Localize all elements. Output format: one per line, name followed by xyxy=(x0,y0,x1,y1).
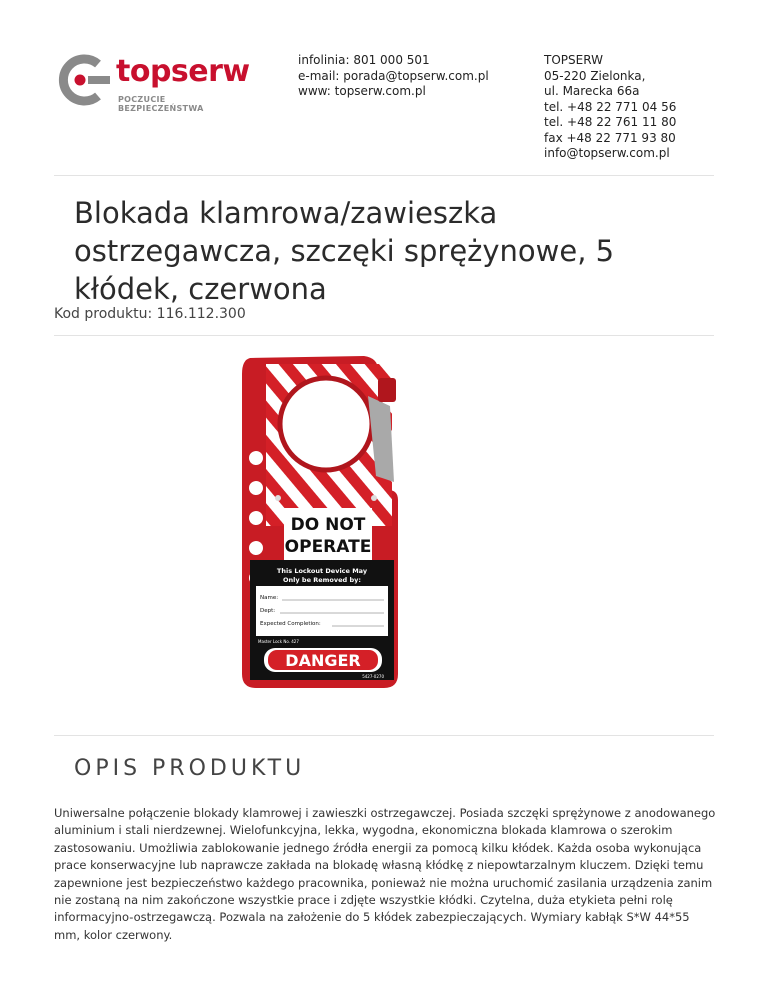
title-divider xyxy=(54,335,714,336)
logo-mark-icon xyxy=(54,54,112,106)
product-image xyxy=(238,350,404,692)
tag-part-number: 5427-0270 xyxy=(362,674,384,679)
company-tel-2: tel. +48 22 761 11 80 xyxy=(544,115,677,129)
description-heading: OPIS PRODUKTU xyxy=(74,756,306,781)
tag-expected-field: Expected Completion: xyxy=(260,621,321,627)
contact-primary xyxy=(298,53,489,100)
logo-tagline: POCZUCIE BEZPIECZEŃSTWA xyxy=(118,95,204,113)
www-link[interactable]: www: topserw.com.pl xyxy=(298,84,426,98)
tag-dept-field: Dept: xyxy=(260,608,276,614)
product-title: Blokada klamrowa/zawieszka ostrzegawcza, szczęki sprężynowe, 5 kłódek, czerwona xyxy=(74,196,615,306)
company-fax: fax +48 22 771 93 80 xyxy=(544,130,676,145)
company-postal: 05-220 Zielonka, xyxy=(544,68,646,83)
contact-company xyxy=(544,53,676,162)
logo-text: topserw xyxy=(116,54,250,89)
product-code: Kod produktu: 116.112.300 xyxy=(54,306,246,322)
tag-do-not: DO NOT xyxy=(290,515,366,535)
tag-lockout-line-1: This Lockout Device May xyxy=(276,567,368,575)
company-email-link[interactable]: info@topserw.com.pl xyxy=(544,146,670,160)
company-name: TOPSERW xyxy=(544,53,603,67)
tag-master-lock: Master Lock No. 427 xyxy=(258,639,299,644)
company-tel-1: tel. +48 22 771 04 56 xyxy=(544,99,677,114)
hotline-text: infolinia: 801 000 501 xyxy=(298,53,430,67)
header-divider xyxy=(54,175,714,176)
company-street: ul. Marecka 66a xyxy=(544,84,640,98)
tag-operate: OPERATE xyxy=(284,537,372,557)
description-divider xyxy=(54,735,714,736)
tag-name-field: Name: xyxy=(260,595,279,601)
tag-danger: DANGER xyxy=(285,651,361,670)
tag-lockout-line-2: Only be Removed by: xyxy=(283,576,361,584)
brand-logo[interactable] xyxy=(54,50,254,113)
email-link[interactable]: e-mail: porada@topserw.com.pl xyxy=(298,68,489,83)
description-text: Uniwersalne połączenie blokady klamrowej i zawieszki ostrzegawczej. Posiada szczęki sprężynowe z anodowanego aluminium i stali nierdzewnej. Wielofunkcyjna, lekka, wygodna, ekonomiczna blokada klamrowa o szerokim zastosowaniu. Umożliwia zablokowanie jednego źródła energii za pomocą kilku kłódek. Każda osoba wykonująca prace konserwacyjne lub naprawcze zakłada na blokadę własną kłódkę z niepowtarzalnym kluczem. Dzięki temu zapewnione jest bezpieczeństwo każdego pracownika, ponieważ nie można uruchomić zasilania urządzenia zanim nie zostaną na nim zakończone wszystkie prace i zdjęte wszystkie kłódki. Czytelna, duża etykieta pełni rolę informacyjno-ostrzegawczą. Pozwala na założenie do 5 kłódek zabezpieczających. Wymiary kabłąk S*W 44*55 mm, kolor czerwony. xyxy=(54,806,716,942)
page-header xyxy=(0,0,768,175)
